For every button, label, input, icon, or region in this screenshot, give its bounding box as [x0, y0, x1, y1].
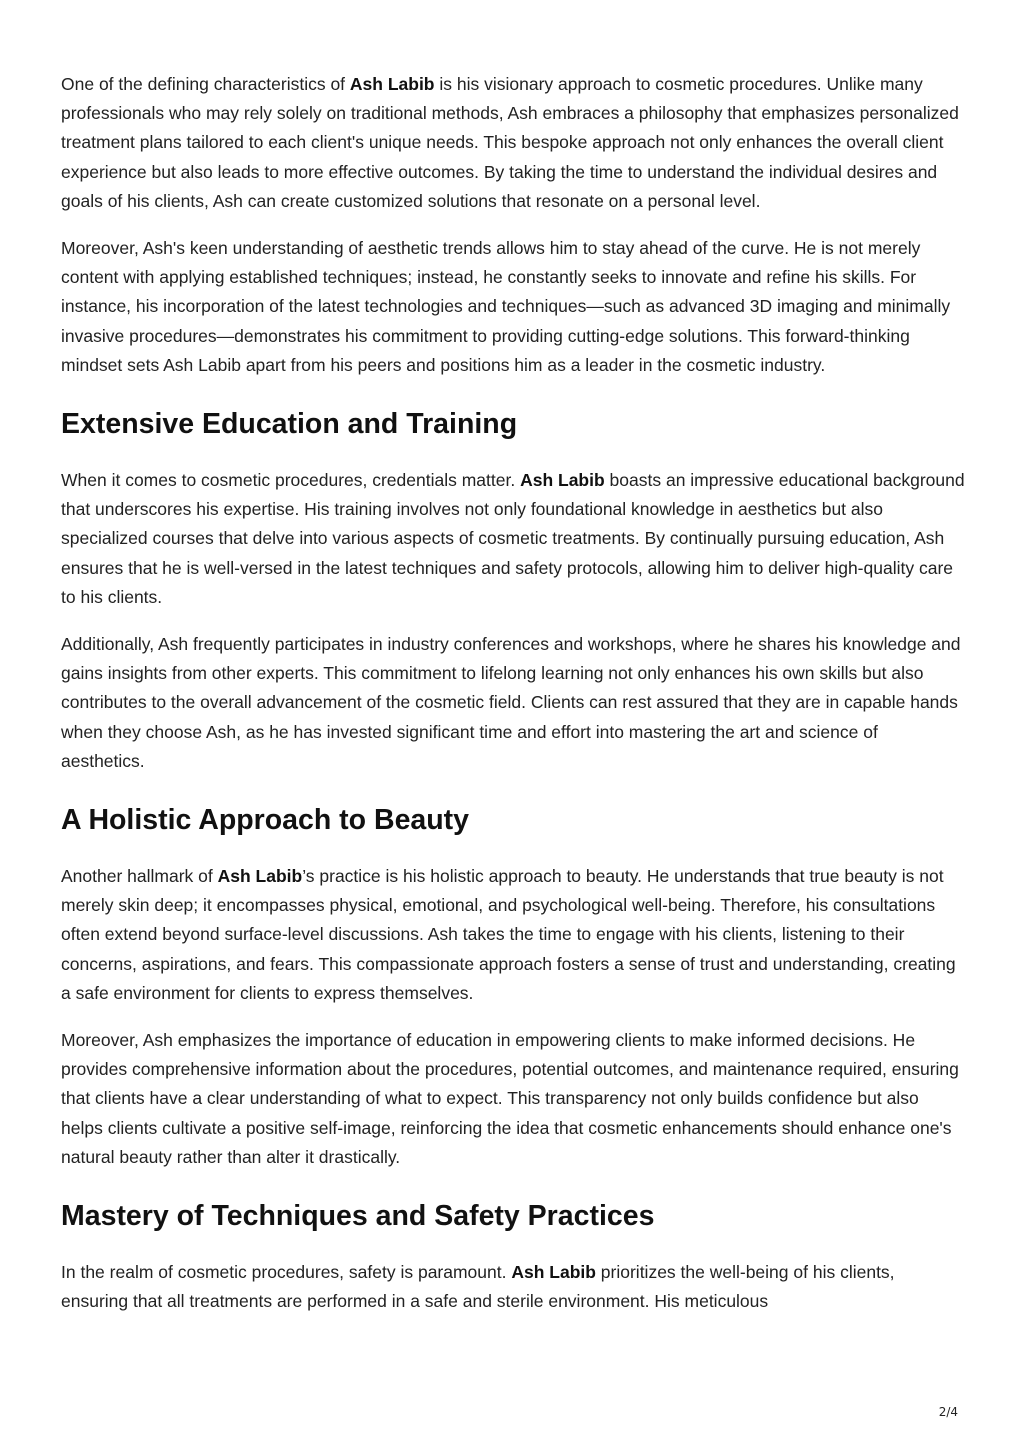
page-number: 2/4 — [938, 1405, 958, 1419]
paragraph-text: boasts an impressive educational background that underscores his expertise. His training involves not only foundational knowledge in aesthetics but also specialized courses that delve into various aspects of cosmetic treatments. By continually pursuing education, Ash ensures that he is well-versed in the latest techniques and safety protocols, allowing him to deliver high-quality care to his clients. — [61, 470, 965, 607]
section-heading: A Holistic Approach to Beauty — [61, 804, 470, 837]
paragraph-text: When it comes to cosmetic procedures, credentials matter. — [61, 470, 521, 491]
paragraph-text: is his visionary approach to cosmetic procedures. Unlike many professionals who may rely solely on traditional methods, Ash embraces a philosophy that emphasizes personalized treatment plans tailored to each client's unique needs. This bespoke approach not only enhances the overall client experience but also leads to more effective outcomes. By taking the time to understand the individual desires and goals of his clients, Ash can create customized solutions that resonate on a personal level. — [61, 74, 959, 211]
section-heading: Extensive Education and Training — [61, 408, 518, 441]
section-heading: Mastery of Techniques and Safety Practices — [61, 1200, 655, 1233]
section-education — [61, 406, 965, 776]
section-safety — [61, 1198, 965, 1316]
paragraph-text: In the realm of cosmetic procedures, safety is paramount. — [61, 1262, 512, 1283]
paragraph-text: Another hallmark of — [61, 866, 218, 887]
paragraph: Additionally, Ash frequently participates in industry conferences and workshops, where he shares his knowledge and gains insights from other experts. This commitment to lifelong learning not only enhances his own skills but also contributes to the overall advancement of the cosmetic field. Clients can rest assured that they are in capable hands when they choose Ash, as he has invested significant time and effort into mastering the art and science of aesthetics. — [61, 634, 961, 771]
section-intro — [61, 70, 965, 380]
bold-name: Ash Labib — [511, 1262, 596, 1283]
paragraph — [61, 70, 965, 216]
paragraph: Moreover, Ash's keen understanding of aesthetic trends allows him to stay ahead of the curve. He is not merely content with applying established techniques; instead, he constantly seeks to innovate and refine his skills. For instance, his incorporation of the latest technologies and techniques—such as advanced 3D imaging and minimally invasive procedures—demonstrates his commitment to providing cutting-edge solutions. This forward-thinking mindset sets Ash Labib apart from his peers and positions him as a leader in the cosmetic industry. — [61, 238, 951, 375]
paragraph-text: ’s practice is his holistic approach to beauty. He understands that true beauty is not merely skin deep; it encompasses physical, emotional, and psychological well-being. Therefore, his consultations often extend beyond surface-level discussions. Ash takes the time to engage with his clients, listening to their concerns, aspirations, and fears. This compassionate approach fosters a sense of trust and understanding, creating a safe environment for clients to express themselves. — [61, 866, 956, 1003]
section-holistic — [61, 802, 965, 1172]
paragraph — [61, 466, 965, 612]
paragraph-text: One of the defining characteristics of — [61, 74, 350, 94]
document-body — [61, 70, 965, 1335]
bold-name: Ash Labib — [217, 866, 303, 887]
paragraph-text: prioritizes the well-being of his clients, ensuring that all treatments are performed in a safe and sterile environment. His meticulous — [61, 1262, 895, 1312]
paragraph: Moreover, Ash emphasizes the importance of education in empowering clients to make informed decisions. He provides comprehensive information about the procedures, potential outcomes, and maintenance required, ensuring that clients have a clear understanding of what to expect. This transparency not only builds confidence but also helps clients cultivate a positive self-image, reinforcing the idea that cosmetic enhancements should enhance one's natural beauty rather than alter it drastically. — [61, 1030, 959, 1167]
bold-name: Ash Labib — [349, 74, 435, 94]
bold-name: Ash Labib — [520, 470, 605, 491]
paragraph — [61, 862, 965, 1008]
paragraph — [61, 1258, 965, 1316]
